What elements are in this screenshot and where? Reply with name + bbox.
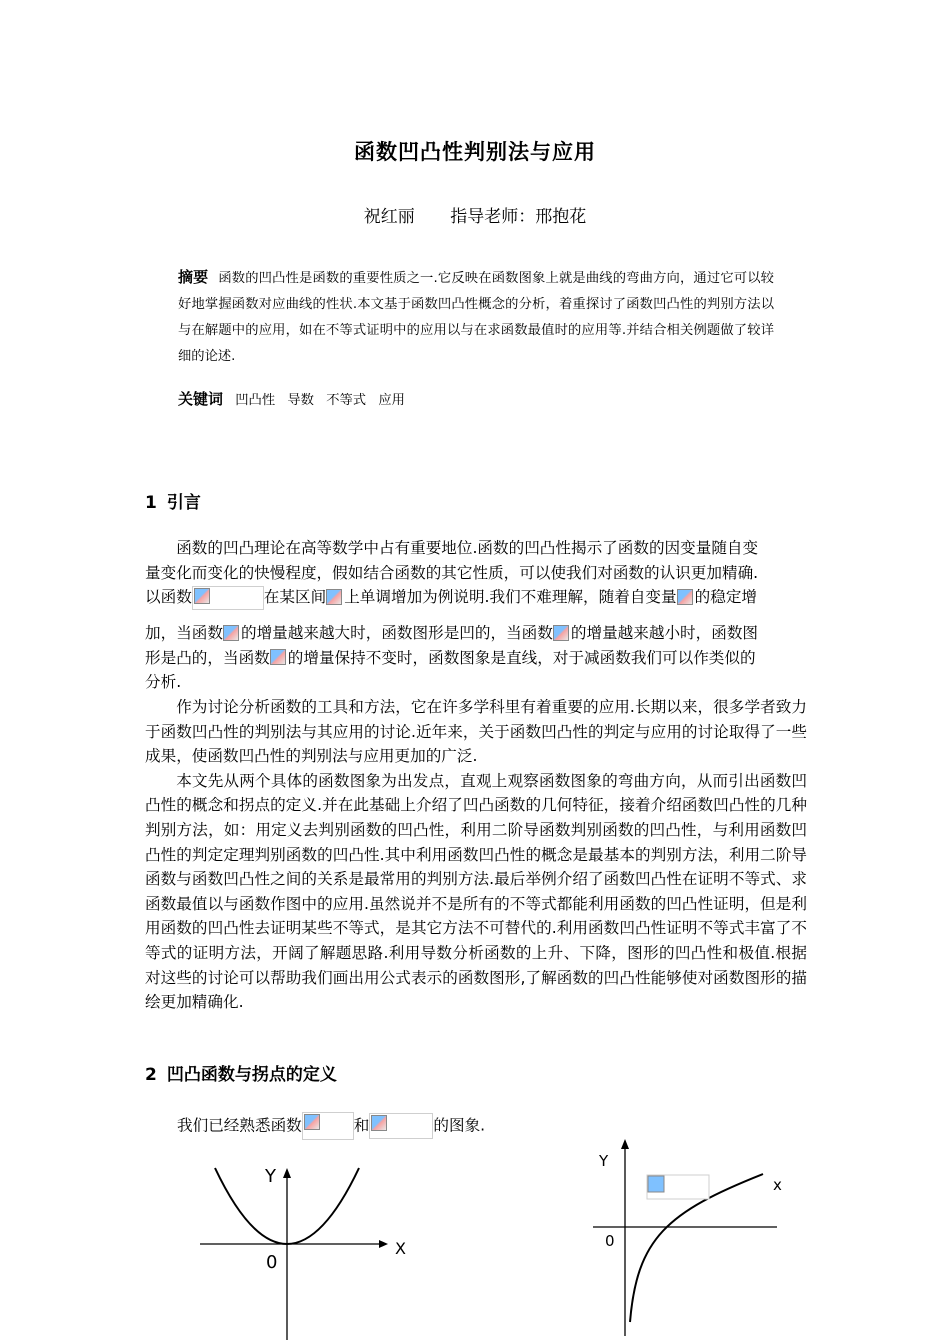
keyword: 应用 [378,393,405,408]
text-line [145,646,807,671]
y-axis-arrow [621,1139,629,1149]
y-axis-arrow [283,1168,291,1178]
section-number: 1 [145,493,157,513]
text-line [145,585,807,621]
paragraph-1 [145,536,807,695]
formula-image-icon [223,625,241,643]
paper-title: 函数凹凸性判别法与应用 [354,140,596,164]
formula-image-glyph-icon [648,1176,664,1192]
advisor-name: 指导老师：邢抱花 [450,207,587,227]
text-fragment: 上单调增加为例说明.我们不难理解，随着自变量 [344,588,677,607]
section-title: 引言 [166,493,201,513]
y-axis-label: Y [265,1166,276,1187]
text-fragment: 的增量越来越小时，函数图 [570,624,759,643]
formula-image-icon [270,649,288,667]
x-axis-label: x [773,1176,782,1194]
keyword: 导数 [287,393,314,408]
text-fragment: 的增量越来越大时，函数图形是凹的，当函数 [240,624,553,643]
log-graph [585,1130,805,1340]
text-fragment: 的增量保持不变时，函数图象是直线，对于减函数我们可以作类似的 [287,648,756,667]
text-fragment: 加，当函数 [145,624,223,643]
origin-label: 0 [266,1252,278,1273]
abstract-label: 摘要 [178,268,209,286]
y-axis-label: Y [599,1152,609,1170]
paragraph-2: 作为讨论分析函数的工具和方法，它在许多学科里有着重要的应用.长期以来，很多学者致力于函数凹凸性的判别法与其应用的讨论.近年来，关于函数凹凸性的判定与应用的讨论取得了一些成果，使函数凹凸性的判别法与应用更加的广泛. [145,697,807,766]
text-fragment: 我们已经熟悉函数 [177,1116,302,1135]
text-line [145,621,807,646]
x-axis-label: X [395,1239,406,1258]
keywords [178,388,413,409]
text-line: 函数的凹凸理论在高等数学中占有重要地位.函数的凹凸性揭示了函数的因变量随自变 [176,539,759,557]
formula-image-icon [192,586,264,610]
section-heading-1 [145,488,201,513]
text-fragment: 形是凸的，当函数 [145,648,270,667]
x-axis-arrow [379,1240,388,1248]
formula-image-icon [326,589,344,607]
abstract-text: 函数的凹凸性是函数的重要性质之一.它反映在函数图象上就是曲线的弯曲方向，通过它可以较好地掌握函数对应曲线的性状.本文基于函数凹凸性概念的分析，着重探讨了函数凹凸性的判别方法以与在解题中的应用，如在不等式证明中的应用以与在求函数最值时的应用等.并结合相关例题做了较详细的论述. [178,271,774,364]
formula-image-icon [677,589,695,607]
keyword: 凹凸性 [235,393,276,408]
text-line: 量变化而变化的快慢程度，假如结合函数的其它性质，可以使我们对函数的认识更加精确. [145,563,759,582]
text-fragment: 和 [353,1116,370,1135]
section-2-intro [177,1112,485,1140]
text-line: 分析. [145,673,182,692]
text-fragment: 以函数 [145,588,192,607]
text-fragment: 的稳定增 [694,588,758,607]
abstract [178,264,774,370]
text-fragment: 在某区间 [263,588,327,607]
author-name: 祝红丽 [363,207,415,227]
section-1-body [145,536,807,1015]
keywords-label: 关键词 [178,390,224,408]
text-fragment: 的图象. [433,1116,486,1135]
paragraph-3: 本文先从两个具体的函数图象为出发点，直观上观察函数图象的弯曲方向，从而引出函数凹凸性的概念和拐点的定义.并在此基础上介绍了凹凸函数的几何特征，接着介绍函数凹凸性的几种判别方法，如：用定义去判别函数的凹凸性，利用二阶导函数判别函数的凹凸性，与利用函数凹凸性的判定定理判别函数的凹凸性.其中利用函数凹凸性的概念是最基本的判别方法，利用二阶导函数与函数凹凸性之间的关系是最常用的判别方法.最后举例介绍了函数凹凸性在证明不等式、求函数最值以与函数作图中的应用.虽然说并不是所有的不等式都能利用函数的凹凸性证明，但是利用函数的凹凸性去证明某些不等式，是其它方法不可替代的.利用函数凹凸性证明不等式丰富了不等式的证明方法，开阔了解题思路.利用导数分析函数的上升、下降，图形的凹凸性和极值.根据对这些的讨论可以帮助我们画出用公式表示的函数图形,了解函数的凹凸性能够使对函数图形的描绘更加精确化. [145,771,807,1012]
keyword: 不等式 [326,393,367,408]
formula-image-icon [302,1112,354,1140]
section-title: 凹凸函数与拐点的定义 [166,1065,337,1085]
formula-image-icon [553,625,571,643]
formula-image-icon [369,1113,433,1139]
section-heading-2 [145,1060,337,1085]
parabola-graph [190,1150,420,1340]
origin-label: 0 [605,1232,615,1250]
authors-line [0,202,950,227]
section-number: 2 [145,1065,157,1085]
